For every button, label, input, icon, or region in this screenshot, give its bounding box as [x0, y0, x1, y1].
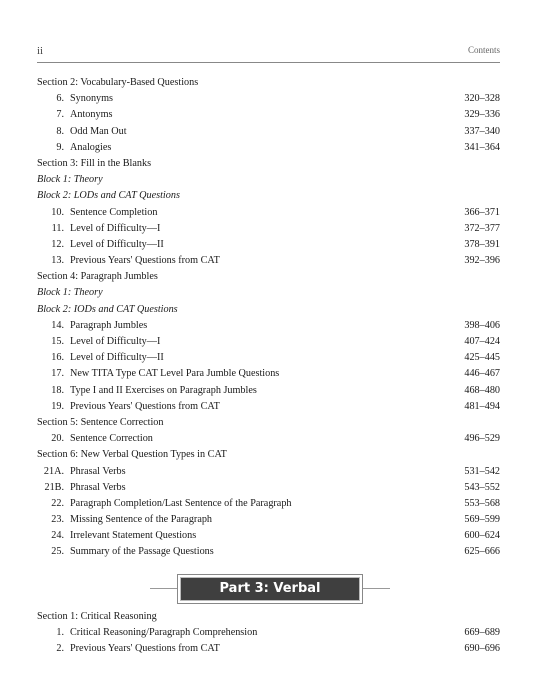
toc-entry — [37, 383, 500, 399]
toc-entry — [37, 480, 500, 496]
toc-title: New TITA Type CAT Level Para Jumble Questions — [70, 368, 280, 380]
toc-entry-number: 17. — [51, 368, 64, 380]
toc-page-range: 398–406 — [464, 319, 500, 331]
toc-title: Analogies — [70, 141, 112, 153]
toc-page-range: 425–445 — [464, 352, 500, 364]
toc-entry-number: 23. — [51, 514, 64, 526]
toc-title: Block 1: Theory — [37, 287, 103, 299]
toc-title: Level of Difficulty—I — [70, 222, 161, 234]
toc-title: Paragraph Jumbles — [70, 319, 148, 331]
toc-page-range: 372–377 — [464, 222, 500, 234]
toc-entry — [37, 496, 500, 512]
table-of-contents-part-3 — [37, 609, 500, 658]
toc-entry-number: 24. — [51, 530, 64, 542]
toc-entry — [37, 91, 500, 107]
toc-entry — [37, 544, 500, 560]
toc-entry — [37, 350, 500, 366]
toc-page-range: 690–696 — [464, 643, 500, 655]
toc-entry-number: 6. — [56, 93, 64, 105]
toc-entry — [37, 221, 500, 237]
toc-entry — [37, 366, 500, 382]
toc-page-range: 392–396 — [464, 255, 500, 267]
toc-entry-number: 19. — [51, 400, 64, 412]
toc-page-range: 366–371 — [464, 206, 500, 218]
toc-page-range: 531–542 — [464, 465, 500, 477]
toc-page-range: 329–336 — [464, 109, 500, 121]
toc-entry-number: 9. — [56, 141, 64, 153]
toc-page-range: 625–666 — [464, 546, 500, 558]
toc-section-heading — [37, 609, 500, 625]
toc-title: Type I and II Exercises on Paragraph Jumbles — [70, 384, 257, 396]
toc-title: Previous Years' Questions from CAT — [70, 255, 220, 267]
toc-title: Sentence Completion — [70, 206, 158, 218]
toc-title: Paragraph Completion/Last Sentence of the Paragraph — [70, 497, 292, 509]
toc-page-range: 320–328 — [464, 93, 500, 105]
toc-title: Block 2: LODs and CAT Questions — [37, 190, 180, 202]
toc-entry-number: 14. — [51, 319, 64, 331]
toc-entry-number: 10. — [51, 206, 64, 218]
toc-entry — [37, 464, 500, 480]
toc-entry — [37, 399, 500, 415]
toc-entry — [37, 140, 500, 156]
toc-title: Section 4: Paragraph Jumbles — [37, 271, 158, 283]
toc-title: Critical Reasoning/Paragraph Comprehension — [70, 627, 258, 639]
toc-title: Section 5: Sentence Correction — [37, 416, 164, 428]
page-header — [37, 45, 500, 61]
toc-title: Irrelevant Statement Questions — [70, 530, 197, 542]
toc-title: Summary of the Passage Questions — [70, 546, 214, 558]
toc-page-range: 553–568 — [464, 497, 500, 509]
toc-page-range: 669–689 — [464, 627, 500, 639]
toc-section-heading — [37, 75, 500, 91]
toc-title: Level of Difficulty—II — [70, 238, 164, 250]
toc-entry — [37, 253, 500, 269]
toc-entry-number: 15. — [51, 336, 64, 347]
toc-title: Sentence Correction — [70, 433, 153, 445]
toc-entry-number: 7. — [56, 109, 64, 121]
toc-entry — [37, 205, 500, 221]
toc-page-range: 543–552 — [464, 481, 500, 493]
toc-section-heading — [37, 156, 500, 172]
toc-title: Section 2: Vocabulary-Based Questions — [37, 77, 199, 88]
toc-entry-number: 18. — [51, 384, 64, 396]
toc-title: Previous Years' Questions from CAT — [70, 643, 220, 655]
toc-section-heading — [37, 269, 500, 285]
toc-entry-number: 25. — [51, 546, 64, 558]
toc-page-range: 407–424 — [464, 336, 500, 347]
toc-entry-number: 21A. — [43, 465, 64, 477]
header-rule — [37, 62, 500, 63]
toc-entry-number: 16. — [51, 352, 64, 364]
toc-title: Section 1: Critical Reasoning — [37, 611, 157, 622]
toc-entry-number: 1. — [56, 627, 64, 639]
toc-section-heading — [37, 447, 500, 463]
toc-entry — [37, 512, 500, 528]
toc-entry — [37, 625, 500, 641]
toc-entry-number: 13. — [51, 255, 64, 267]
toc-block-heading — [37, 285, 500, 301]
toc-block-heading — [37, 188, 500, 204]
toc-entry — [37, 107, 500, 123]
toc-page-range: 481–494 — [464, 400, 500, 412]
toc-title: Phrasal Verbs — [70, 465, 126, 477]
toc-page-range: 569–599 — [464, 514, 500, 526]
toc-entry — [37, 431, 500, 447]
toc-title: Antonyms — [70, 109, 113, 121]
table-of-contents — [37, 75, 500, 561]
toc-title: Phrasal Verbs — [70, 481, 126, 493]
toc-page-range: 496–529 — [464, 433, 500, 445]
toc-title: Previous Years' Questions from CAT — [70, 400, 220, 412]
toc-entry-number: 8. — [56, 125, 64, 137]
toc-page-range: 446–467 — [464, 368, 500, 380]
page-number: ii — [37, 45, 44, 57]
toc-entry-number: 22. — [51, 497, 64, 509]
toc-section-heading — [37, 415, 500, 431]
toc-title: Section 6: New Verbal Question Types in CAT — [37, 449, 227, 461]
toc-page-range: 468–480 — [464, 384, 500, 396]
toc-entry — [37, 237, 500, 253]
toc-page-range: 378–391 — [464, 238, 500, 250]
toc-title: Block 1: Theory — [37, 174, 103, 186]
toc-entry-number: 20. — [51, 433, 64, 445]
toc-entry — [37, 124, 500, 140]
toc-page-range: 600–624 — [464, 530, 500, 542]
toc-page-range: 337–340 — [464, 125, 500, 137]
toc-entry — [37, 334, 500, 350]
toc-block-heading — [37, 302, 500, 318]
toc-block-heading — [37, 172, 500, 188]
toc-title: Synonyms — [70, 93, 114, 105]
toc-title: Level of Difficulty—II — [70, 352, 164, 364]
toc-page-range: 341–364 — [464, 141, 500, 153]
toc-entry — [37, 318, 500, 334]
toc-entry — [37, 528, 500, 544]
toc-entry-number: 21B. — [44, 481, 64, 493]
toc-title: Level of Difficulty—I — [70, 336, 161, 347]
toc-entry — [37, 641, 500, 657]
toc-title: Odd Man Out — [70, 125, 127, 137]
toc-title: Block 2: IODs and CAT Questions — [37, 303, 178, 315]
toc-title: Section 3: Fill in the Blanks — [37, 157, 152, 169]
toc-entry-number: 2. — [56, 643, 64, 655]
part-banner-title: Part 3: Verbal Reasoning — [180, 577, 360, 601]
toc-entry-number: 11. — [51, 222, 64, 234]
toc-entry-number: 12. — [51, 238, 64, 250]
toc-title: Missing Sentence of the Paragraph — [70, 514, 213, 526]
running-title: Contents — [467, 45, 500, 55]
